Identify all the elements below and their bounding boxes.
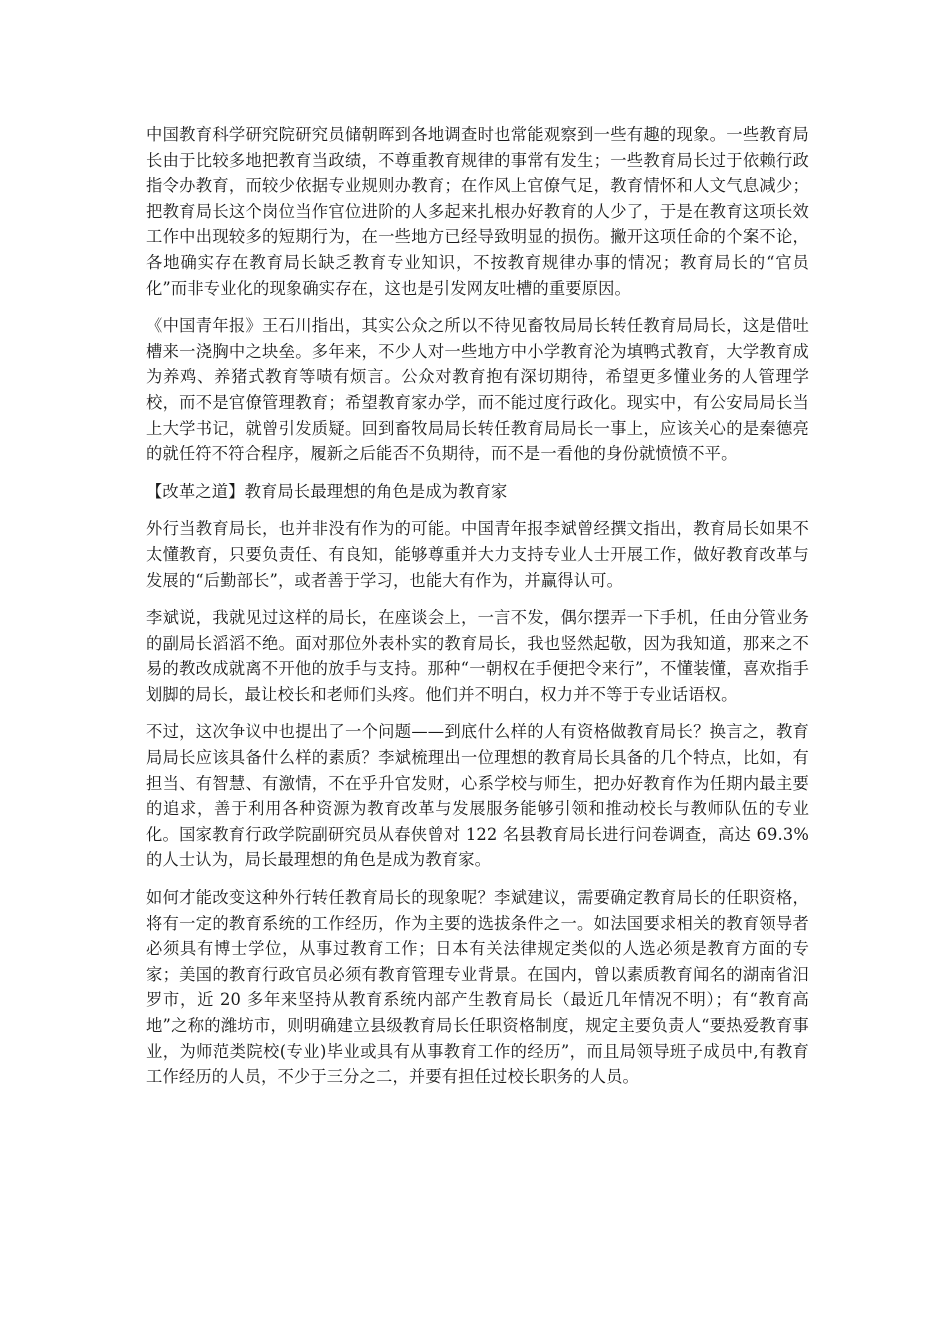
paragraph-2: 《中国青年报》王石川指出，其实公众之所以不待见畜牧局局长转任教育局局长，这是借吐槽来一浇胸中之块垒。多年来，不少人对一些地方中小学教育沦为填鸭式教育，大学教育成为养鸡、养猪式教育等啧有烦言。公众对教育抱有深切期待，希望更多懂业务的人管理学校，而不是官僚管理教育；希望教育家办学，而不能过度行政化。现实中，有公安局局长当上大学书记，就曾引发质疑。回到畜牧局局长转任教育局局长一事上，应该关心的是秦德亮的就任符不符合程序，履新之后能否不负期待，而不是一看他的身份就愤愤不平。: [146, 316, 809, 464]
paragraph-4: 李斌说，我就见过这样的局长，在座谈会上，一言不发，偶尔摆弄一下手机，任由分管业务的副局长滔滔不绝。面对那位外表朴实的教育局长，我也竖然起敬，因为我知道，那来之不易的教改成就离不开他的放手与支持。那种“一朝权在手便把令来行”，不懂装懂，喜欢指手划脚的局长，最让校长和老师们头疼。他们并不明白，权力并不等于专业话语权。: [146, 608, 809, 704]
section-heading: 【改革之道】教育局长最理想的角色是成为教育家: [146, 481, 508, 501]
paragraph-3: 外行当教育局长，也并非没有作为的可能。中国青年报李斌曾经撰文指出，教育局长如果不太懂教育，只要负责任、有良知，能够尊重并大力支持专业人士开展工作，做好教育改革与发展的“后勤部长”，或者善于学习，也能大有作为，并赢得认可。: [146, 519, 809, 590]
paragraph-6: 如何才能改变这种外行转任教育局长的现象呢？李斌建议，需要确定教育局长的任职资格，将有一定的教育系统的工作经历，作为主要的选拔条件之一。如法国要求相关的教育领导者必须具有博士学位，从事过教育工作；日本有关法律规定类似的人选必须是教育方面的专家；美国的教育行政官员必须有教育管理专业背景。在国内，曾以素质教育闻名的湖南省汨罗市，近 20 多年来坚持从教育系统内部产生教育局长（最近几年情况不明）；有“教育高地”之称的潍坊市，则明确建立县级教育局长任职资格制度，规定主要负责人“要热爱教育事业，为师范类院校(专业)毕业或具有从事教育工作的经历”，而且局领导班子成员中,有教育工作经历的人员，不少于三分之二，并要有担任过校长职务的人员。: [146, 888, 809, 1087]
paragraph-5: 不过，这次争议中也提出了一个问题——到底什么样的人有资格做教育局长？换言之，教育局局长应该具备什么样的素质？李斌梳理出一位理想的教育局长具备的几个特点，比如，有担当、有智慧、有激情，不在乎升官发财，心系学校与师生，把办好教育作为任期内最主要的追求，善于利用各种资源为教育改革与发展服务能够引领和推动校长与教师队伍的专业化。国家教育行政学院副研究员从春侠曾对 122 名县教育局长进行问卷调查，高达 69.3%的人士认为，局长最理想的角色是成为教育家。: [146, 722, 809, 870]
document-page: [146, 122, 809, 1102]
paragraph-1: 中国教育科学研究院研究员储朝晖到各地调查时也常能观察到一些有趣的现象。一些教育局长由于比较多地把教育当政绩，不尊重教育规律的事常有发生；一些教育局长过于依赖行政指令办教育，而较少依据专业规则办教育；在作风上官僚气足，教育情怀和人文气息减少；把教育局长这个岗位当作官位进阶的人多起来扎根办好教育的人少了，于是在教育这项长效工作中出现较多的短期行为，在一些地方已经导致明显的损伤。撇开这项任命的个案不论，各地确实存在教育局长缺乏教育专业知识，不按教育规律办事的情况；教育局长的“官员化”而非专业化的现象确实存在，这也是引发网友吐槽的重要原因。: [146, 125, 809, 298]
